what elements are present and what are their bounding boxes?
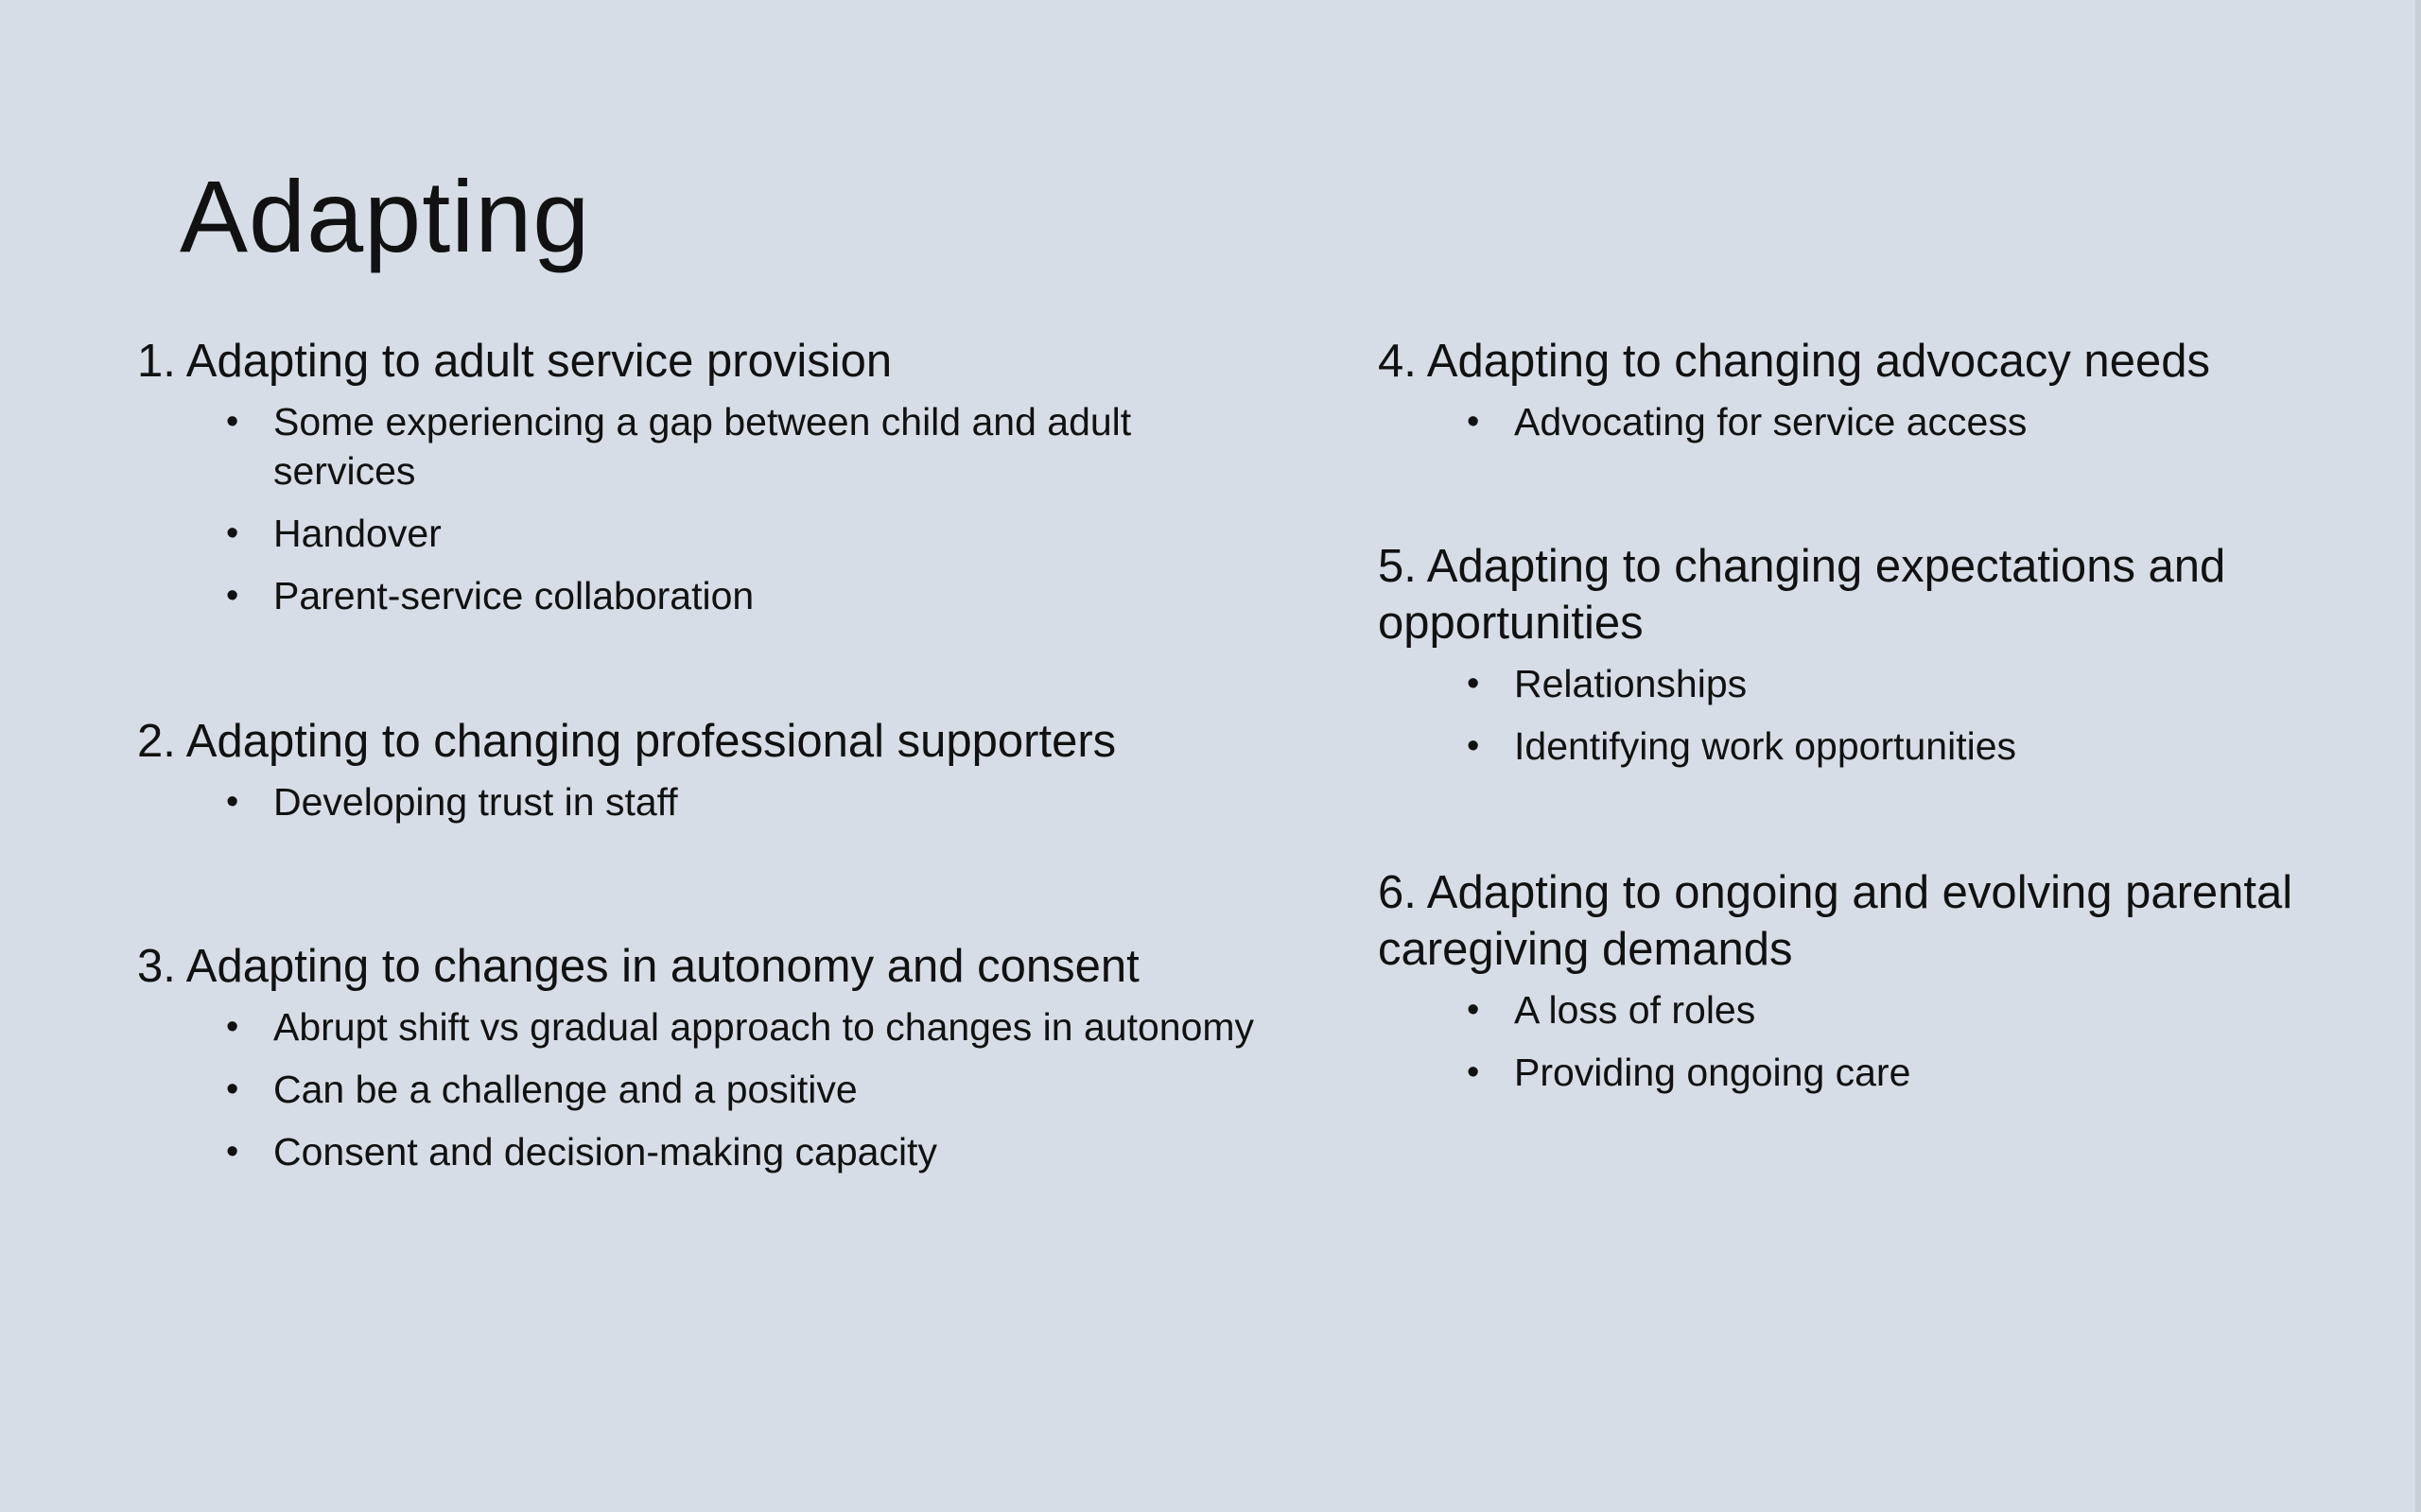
bullet-list xyxy=(1378,397,2399,446)
bullet-text: Relationships xyxy=(1514,662,1748,705)
bullet-icon: • xyxy=(226,1007,239,1047)
section-heading: 1. Adapting to adult service provision xyxy=(137,336,893,387)
list-item xyxy=(1467,721,2399,771)
bullet-text: Abrupt shift vs gradual approach to changes in autonomy xyxy=(273,1005,1255,1049)
list-item xyxy=(1467,1048,2399,1097)
bullet-list xyxy=(1378,985,2399,1097)
bullet-list xyxy=(1378,659,2399,771)
list-item xyxy=(1467,397,2399,446)
bullet-icon: • xyxy=(1467,990,1480,1030)
list-item xyxy=(226,777,1272,826)
bullet-icon: • xyxy=(1467,726,1480,766)
bullet-icon: • xyxy=(226,513,239,553)
bullet-icon: • xyxy=(1467,664,1480,704)
section-heading: 6. Adapting to ongoing and evolving parental caregiving demands xyxy=(1378,867,2293,975)
bullet-text: A loss of roles xyxy=(1514,988,1756,1032)
bullet-text: Consent and decision-making capacity xyxy=(273,1130,937,1173)
bullet-icon: • xyxy=(1467,1052,1480,1092)
bullet-icon: • xyxy=(226,1132,239,1172)
list-item xyxy=(226,1065,1272,1114)
section-advocacy-needs xyxy=(1378,333,2399,460)
bullet-icon: • xyxy=(226,576,239,616)
bullet-list xyxy=(137,1002,1272,1176)
list-item xyxy=(1467,985,2399,1034)
bullet-text: Handover xyxy=(273,512,442,555)
bullet-text: Developing trust in staff xyxy=(273,780,678,824)
list-item xyxy=(226,1002,1272,1051)
section-adult-service-provision xyxy=(137,333,1272,634)
bullet-text: Can be a challenge and a positive xyxy=(273,1068,858,1111)
section-autonomy-and-consent xyxy=(137,938,1272,1190)
list-item xyxy=(1467,659,2399,708)
bullet-text: Some experiencing a gap between child and adult services xyxy=(273,400,1132,493)
section-expectations-opportunities xyxy=(1378,538,2399,784)
bullet-list xyxy=(137,397,1272,620)
list-item xyxy=(226,397,1272,495)
list-item xyxy=(226,571,1272,620)
bullet-text: Identifying work opportunities xyxy=(1514,724,2017,768)
list-item xyxy=(226,509,1272,558)
bullet-icon: • xyxy=(226,1069,239,1109)
section-professional-supporters xyxy=(137,713,1272,840)
bullet-text: Advocating for service access xyxy=(1514,400,2028,443)
section-heading: 5. Adapting to changing expectations and opportunities xyxy=(1378,541,2226,649)
bullet-icon: • xyxy=(226,782,239,822)
slide-title: Adapting xyxy=(180,159,591,273)
bullet-icon: • xyxy=(1467,402,1480,442)
bullet-text: Parent-service collaboration xyxy=(273,574,755,617)
section-heading: 3. Adapting to changes in autonomy and consent xyxy=(137,941,1140,992)
bullet-text: Providing ongoing care xyxy=(1514,1051,1911,1094)
list-item xyxy=(226,1127,1272,1176)
slide-right-edge xyxy=(2415,0,2421,1512)
section-heading: 4. Adapting to changing advocacy needs xyxy=(1378,336,2210,387)
bullet-list xyxy=(137,777,1272,826)
section-heading: 2. Adapting to changing professional supporters xyxy=(137,716,1117,767)
section-caregiving-demands xyxy=(1378,864,2399,1110)
bullet-icon: • xyxy=(226,402,239,442)
